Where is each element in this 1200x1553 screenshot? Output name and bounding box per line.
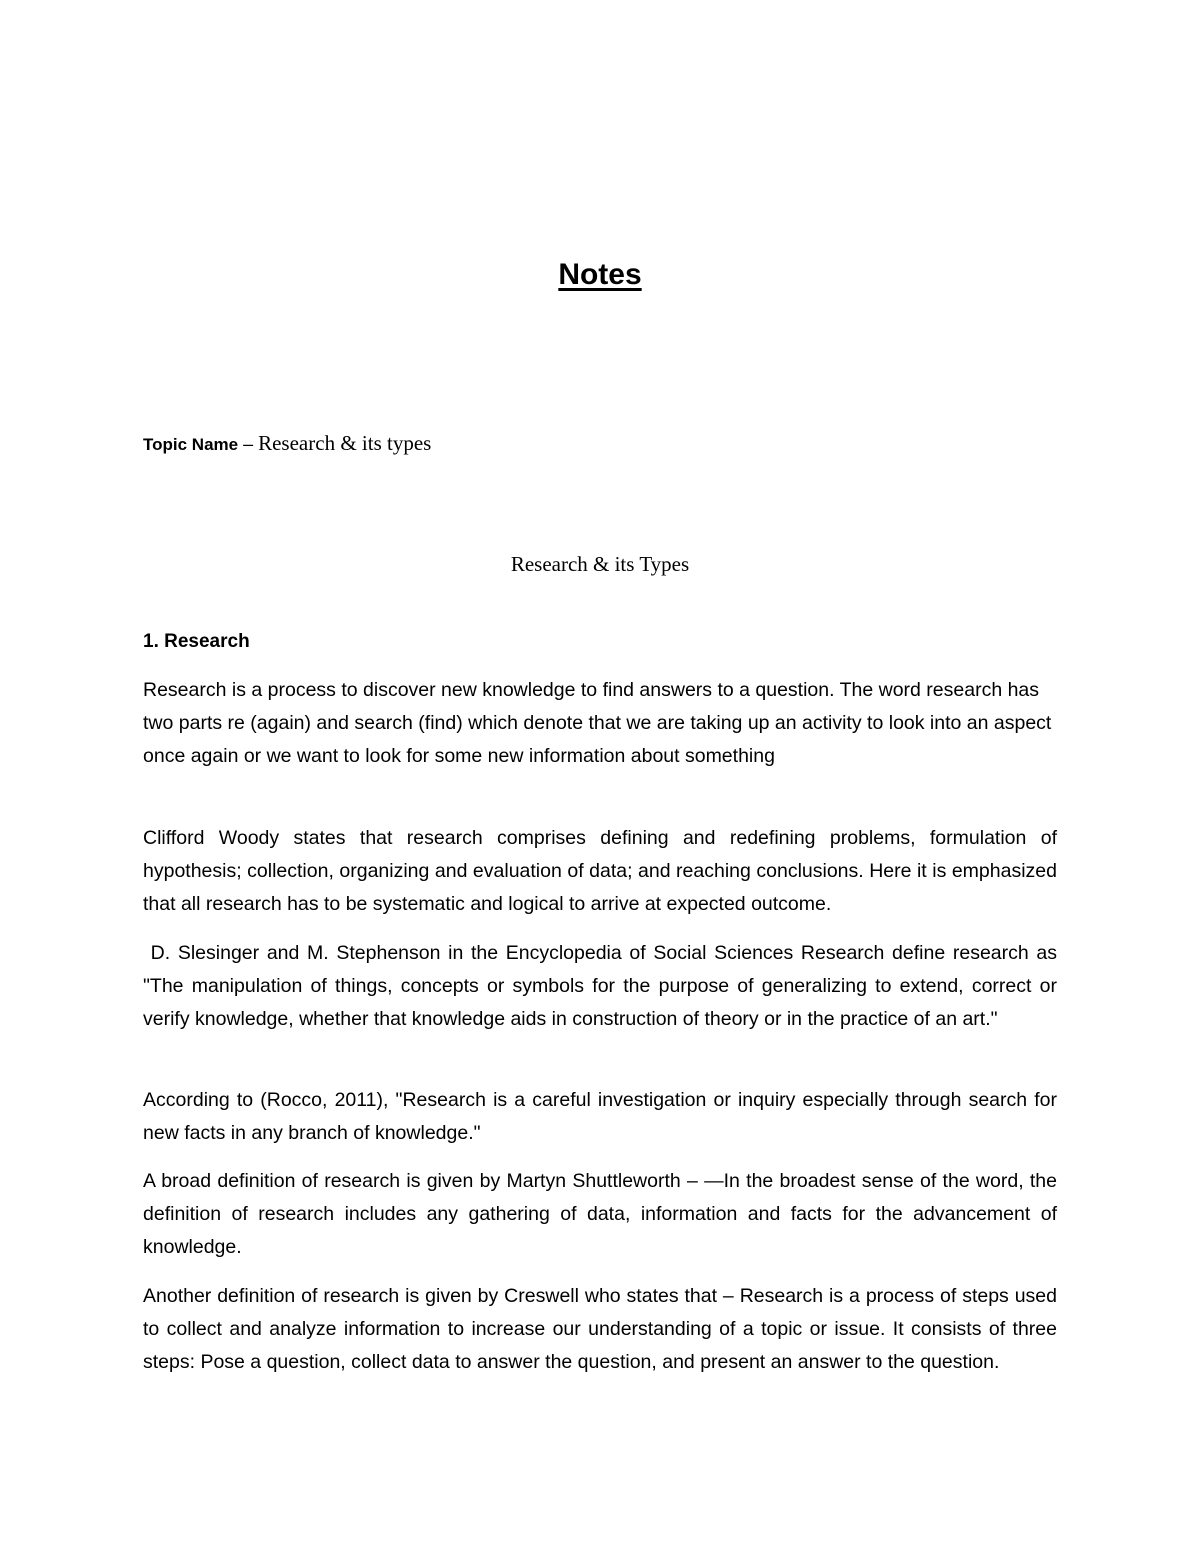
paragraph: Research is a process to discover new knowledge to find answers to a question. The word research has two parts re (again) and search (find) which denote that we are taking up an activity to look into an aspect once again or we want to look for some new information about something bbox=[143, 679, 1052, 767]
paragraph: A broad definition of research is given by Martyn Shuttleworth – —In the broadest sense of the word, the definition of research includes any gathering of data, information and facts for the advancement of knowledge. bbox=[143, 1170, 1057, 1258]
paragraph-slesinger-stephenson bbox=[143, 937, 1057, 1051]
paragraph: Clifford Woody states that research comprises defining and redefining problems, formulation of hypothesis; collection, organizing and evaluation of data; and reaching conclusions. Here it is emphasized that all research has to be systematic and logical to arrive at expected outcome. bbox=[143, 827, 1057, 915]
paragraph: D. Slesinger and M. Stephenson in the Encyclopedia of Social Sciences Research define research as "The manipulation of things, concepts or symbols for the purpose of generalizing to extend, correct or verify knowledge, whether that knowledge aids in construction of theory or in the practice of an art." bbox=[143, 942, 1057, 1030]
paragraph-shuttleworth bbox=[143, 1165, 1057, 1279]
paragraph-research-definition bbox=[143, 674, 1057, 788]
paragraph-rocco bbox=[143, 1084, 1057, 1165]
topic-value: Research & its types bbox=[258, 431, 432, 455]
section-subtitle: Research & its Types bbox=[510, 552, 690, 576]
paragraph-clifford-woody bbox=[143, 822, 1057, 936]
topic-label: Topic Name bbox=[143, 435, 239, 454]
paragraph: Another definition of research is given by Creswell who states that – Research is a process of steps used to collect and analyze information to increase our understanding of a topic or issue. It consists of three steps: Pose a question, collect data to answer the question, and present an answer to the question. bbox=[143, 1285, 1057, 1373]
paragraph-creswell bbox=[143, 1280, 1057, 1394]
topic-line bbox=[143, 428, 431, 461]
paragraph: According to (Rocco, 2011), "Research is a careful investigation or inquiry especially through search for new facts in any branch of knowledge." bbox=[143, 1089, 1057, 1144]
document-title: Notes bbox=[558, 258, 642, 291]
topic-dash: – bbox=[238, 434, 259, 454]
section-heading: 1. Research bbox=[143, 631, 250, 652]
